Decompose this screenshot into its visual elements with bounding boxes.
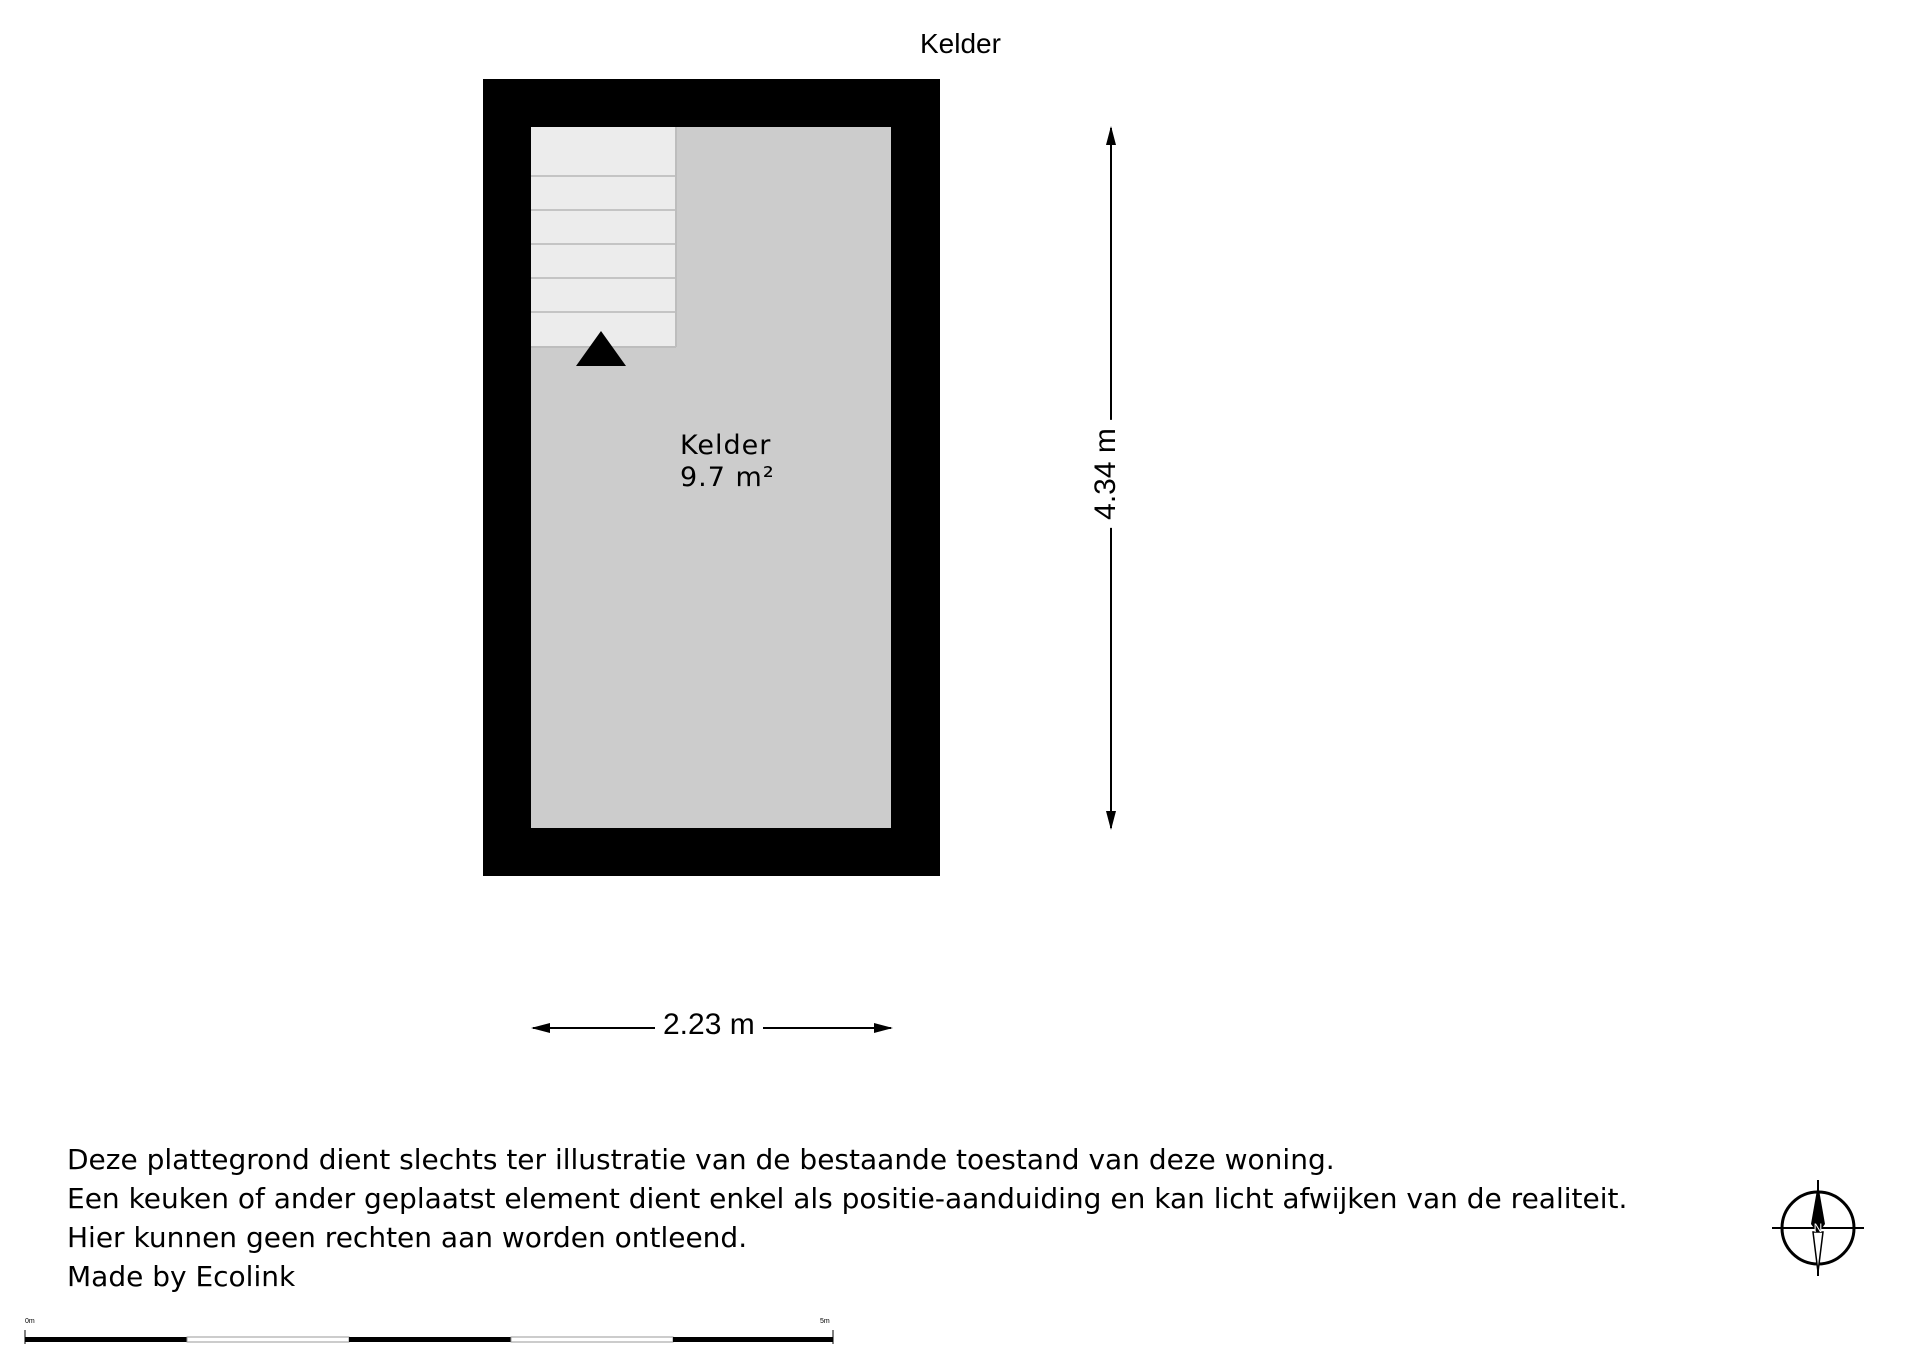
scale-end-label: 5m — [820, 1318, 830, 1325]
room-label — [680, 430, 775, 494]
disclaimer — [67, 1140, 1627, 1296]
credit-line: Made by Ecolink — [67, 1260, 296, 1293]
scale-bar — [25, 1330, 833, 1344]
room-area: 9.7 m² — [680, 462, 775, 493]
svg-text:N: N — [1813, 1221, 1823, 1235]
stairs — [531, 127, 676, 347]
disclaimer-line: Hier kunnen geen rechten aan worden ontleend. — [67, 1221, 748, 1254]
room-name: Kelder — [680, 430, 772, 461]
depth-label: 4.34 m — [1089, 420, 1123, 528]
compass-icon — [1772, 1180, 1864, 1276]
disclaimer-line: Deze plattegrond dient slechts ter illustratie van de bestaande toestand van deze woning. — [67, 1143, 1335, 1176]
scale-start-label: 0m — [25, 1318, 35, 1325]
disclaimer-line: Een keuken of ander geplaatst element dient enkel als positie-aanduiding en kan licht afwijken van de realiteit. — [67, 1182, 1628, 1215]
width-label: 2.23 m — [655, 1008, 763, 1042]
floor-title: Kelder — [920, 28, 1001, 59]
